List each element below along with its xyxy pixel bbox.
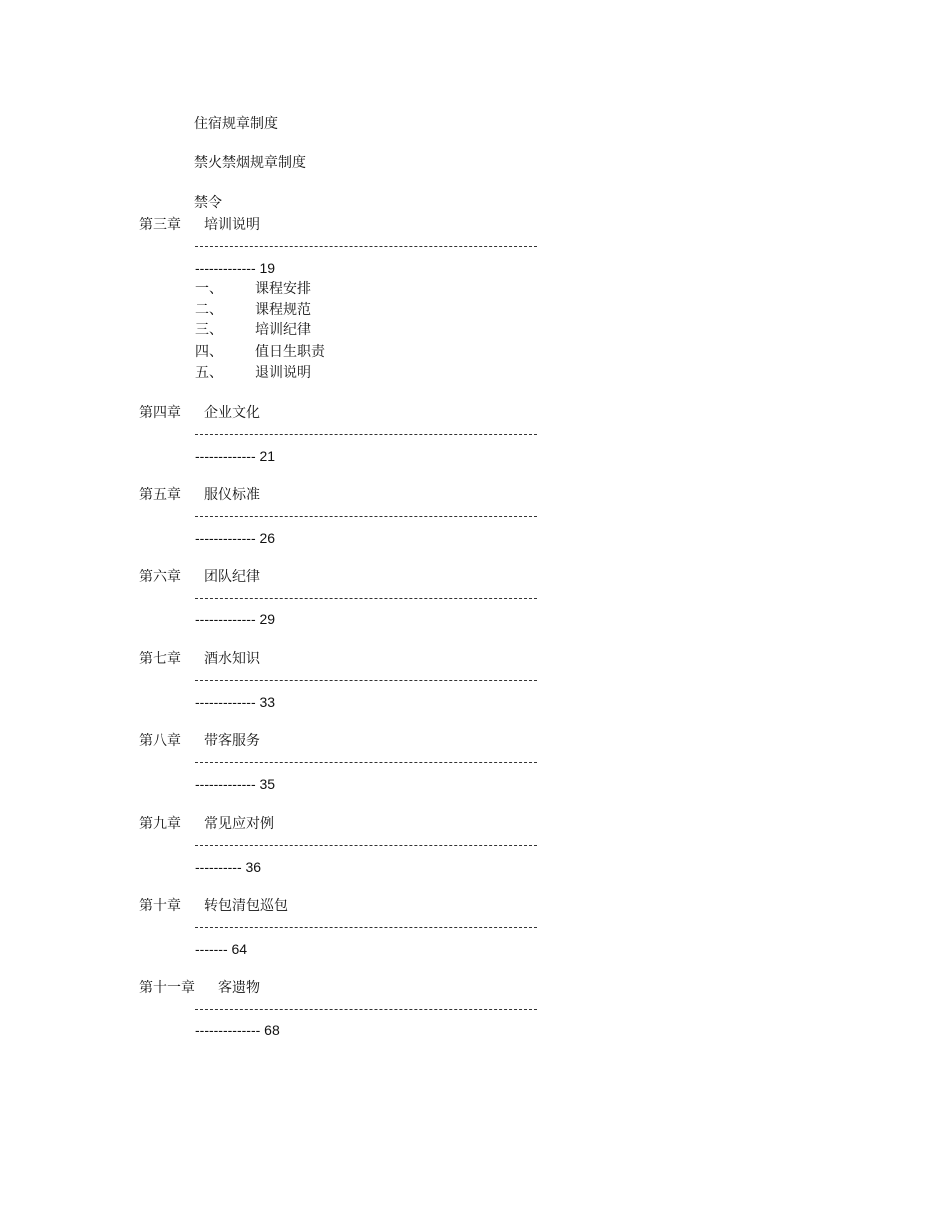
subsection-title: 课程规范	[255, 302, 311, 318]
chapter-title: 服仪标准	[204, 487, 260, 503]
leader-line	[195, 680, 537, 681]
subsection-number: 五、	[195, 365, 223, 381]
page-number: ------------- 19	[195, 260, 276, 276]
chapter-label: 第六章	[139, 569, 181, 585]
subsection-number: 二、	[195, 302, 223, 318]
page-number: ------------- 21	[195, 448, 276, 464]
leader-line	[195, 927, 537, 928]
chapter-label: 第五章	[139, 487, 181, 503]
subsection-title: 培训纪律	[255, 322, 311, 338]
subsection-number: 一、	[195, 281, 223, 297]
chapter-label: 第八章	[139, 733, 181, 749]
chapter-title: 转包清包巡包	[204, 898, 288, 914]
chapter-title: 团队纪律	[204, 569, 260, 585]
leader-line	[195, 434, 537, 435]
chapter-label: 第三章	[139, 217, 181, 233]
toc-item-prohibitions: 禁令	[194, 195, 222, 211]
subsection-number: 三、	[195, 322, 223, 338]
chapter-label: 第七章	[139, 651, 181, 667]
chapter-title: 带客服务	[204, 733, 260, 749]
page-number: ------------- 29	[195, 611, 276, 627]
page-number: ------- 64	[195, 941, 248, 957]
chapter-label: 第四章	[139, 405, 181, 421]
chapter-label: 第十章	[139, 898, 181, 914]
leader-line	[195, 1009, 537, 1010]
subsection-title: 值日生职责	[255, 344, 325, 360]
page-number: ------------- 35	[195, 776, 276, 792]
subsection-number: 四、	[195, 344, 223, 360]
leader-line	[195, 762, 537, 763]
chapter-title: 企业文化	[204, 405, 260, 421]
leader-line	[195, 246, 537, 247]
page-number: -------------- 68	[195, 1022, 280, 1038]
subsection-title: 课程安排	[255, 281, 311, 297]
chapter-label: 第九章	[139, 816, 181, 832]
page-number: ---------- 36	[195, 859, 262, 875]
chapter-label: 第十一章	[139, 980, 195, 996]
leader-line	[195, 845, 537, 846]
toc-item-accommodation-rules: 住宿规章制度	[194, 116, 278, 132]
chapter-title: 培训说明	[204, 217, 260, 233]
page-number: ------------- 26	[195, 530, 276, 546]
leader-line	[195, 516, 537, 517]
leader-line	[195, 598, 537, 599]
subsection-title: 退训说明	[255, 365, 311, 381]
chapter-title: 客遗物	[218, 980, 260, 996]
toc-item-fire-smoking-rules: 禁火禁烟规章制度	[194, 155, 306, 171]
chapter-title: 酒水知识	[204, 651, 260, 667]
chapter-title: 常见应对例	[204, 816, 274, 832]
page-number: ------------- 33	[195, 694, 276, 710]
